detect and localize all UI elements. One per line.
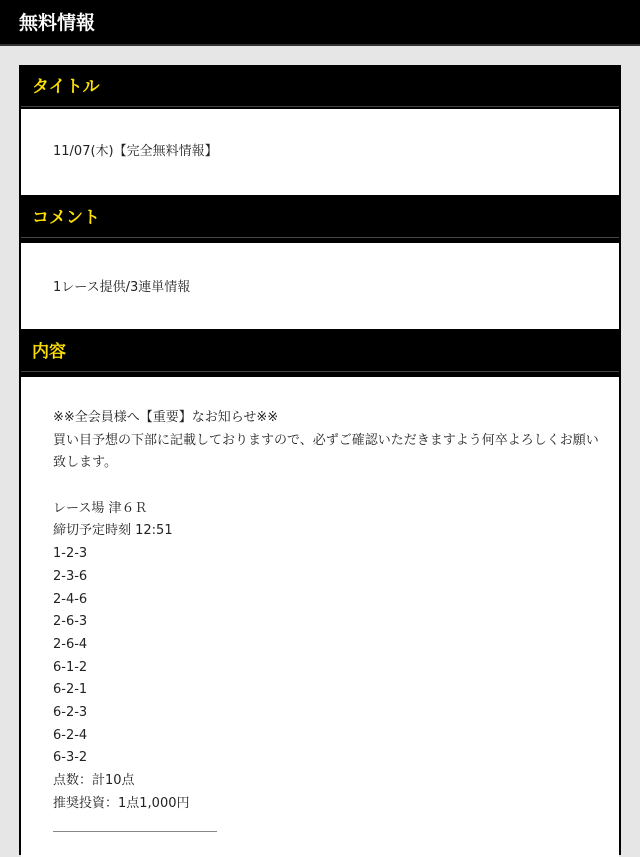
page-title: 無料情報: [19, 12, 96, 34]
bet-combination: 6-3-2: [53, 750, 88, 766]
bet-combination: 2-3-6: [53, 568, 88, 584]
title-section-body: [21, 109, 619, 195]
bet-combination: 2-6-4: [53, 636, 88, 652]
content-section-body: [21, 377, 619, 857]
bet-combination: 6-1-2: [53, 659, 88, 675]
title-section-header: [21, 67, 619, 107]
title-section-heading: タイトル: [32, 77, 100, 97]
bet-combination: 6-2-1: [53, 682, 88, 698]
race-venue: レース場 津６Ｒ: [53, 500, 148, 516]
title-value: 11/07(木)【完全無料情報】: [53, 144, 218, 159]
recommended-investment: 推奨投資：1点1,000円: [53, 795, 190, 811]
comment-section-body: [21, 243, 619, 329]
content-text: [53, 407, 599, 815]
content-section-heading: 内容: [32, 342, 66, 362]
point-count: 点数：計10点: [53, 773, 135, 788]
deadline-time: 締切予定時刻 12:51: [53, 523, 173, 539]
bet-combination: 6-2-4: [53, 727, 88, 743]
info-panel: [19, 65, 621, 855]
comment-section-header: [21, 198, 619, 238]
comment-value: 1レース提供/3連単情報: [53, 280, 191, 295]
divider: [53, 831, 217, 832]
bet-combination: 6-2-3: [53, 704, 88, 720]
notice-line: 致します。: [53, 455, 117, 471]
bet-combination: 1-2-3: [53, 546, 88, 562]
spacer: [53, 475, 593, 498]
bet-combination: 2-6-3: [53, 614, 88, 630]
top-bar: [0, 0, 640, 46]
notice-line: ※※全会員様へ【重要】なお知らせ※※: [53, 410, 279, 425]
notice-line: 買い目予想の下部に記載しておりますので、必ずご確認いただきますよう何卒よろしくお願い: [53, 432, 599, 448]
comment-section-heading: コメント: [32, 208, 100, 228]
bet-combination: 2-4-6: [53, 591, 88, 607]
content-section-header: [21, 332, 619, 372]
